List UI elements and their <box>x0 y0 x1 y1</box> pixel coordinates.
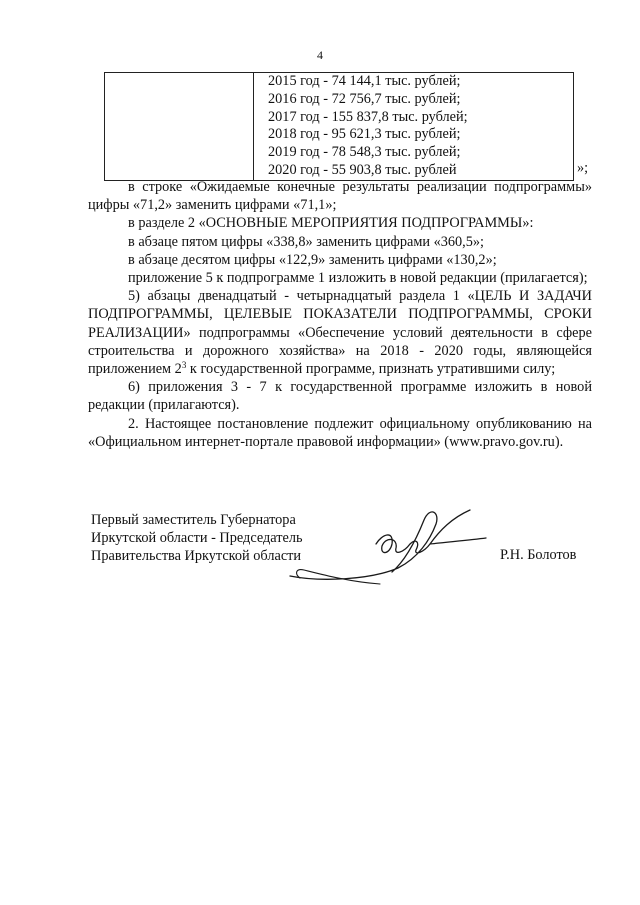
paragraph: в строке «Ожидаемые конечные результаты реализации подпрограммы» цифры «71,2» заменить цифрами «71,1»; <box>88 179 592 214</box>
signatory-name: Р.Н. Болотов <box>500 547 577 563</box>
paragraph-part: к государственной программе, признать утратившими силу; <box>186 361 556 378</box>
page-number: 4 <box>317 48 323 62</box>
signatory-title-line: Иркутской области - Председатель <box>91 530 303 547</box>
table-close-quote: »; <box>577 160 589 176</box>
paragraph: в абзаце десятом цифры «122,9» заменить цифрами «130,2»; <box>128 251 497 268</box>
budget-year-line: 2016 год - 72 756,7 тыс. рублей; <box>268 90 461 107</box>
budget-year-line: 2020 год - 55 903,8 тыс. рублей <box>268 161 457 178</box>
budget-year-line: 2019 год - 78 548,3 тыс. рублей; <box>268 144 461 161</box>
budget-table-label-cell <box>105 73 254 181</box>
body-text <box>88 178 592 451</box>
budget-table <box>104 72 574 181</box>
signatory-title-line: Первый заместитель Губернатора <box>91 512 296 528</box>
paragraph: 6) приложения 3 - 7 к государственной программе изложить в новой редакции (прилагаются). <box>88 379 592 414</box>
budget-year-line: 2017 год - 155 837,8 тыс. рублей; <box>268 108 468 125</box>
superscript: 3 <box>181 360 187 371</box>
paragraph: в абзаце пятом цифры «338,8» заменить цифрами «360,5»; <box>128 233 485 250</box>
budget-table-values-cell <box>254 73 574 181</box>
signatory-title-line: Правительства Иркутской области <box>91 548 302 565</box>
budget-year-line: 2015 год - 74 144,1 тыс. рублей; <box>268 73 461 89</box>
paragraph <box>88 287 592 378</box>
paragraph: 2. Настоящее постановление подлежит официальному опубликованию на «Официальном интернет-портале правовой информации» (www.pravo.gov.ru). <box>88 415 592 450</box>
handwritten-signature <box>280 498 510 598</box>
paragraph-part: 5) абзацы двенадцатый - четырнадцатый раздела 1 «ЦЕЛЬ И ЗАДАЧИ ПОДПРОГРАММЫ, ЦЕЛЕВЫЕ ПОКАЗАТЕЛИ ПОДПРОГРАММЫ, СРОКИ РЕАЛИЗАЦИИ» подпрограммы «Обеспечение условий деятельности в сфере строительства и дорожного хозяйства» на 2018 - 2020 годы, являющейся приложением 2 <box>88 288 592 378</box>
paragraph: приложение 5 к подпрограмме 1 изложить в новой редакции (прилагается); <box>128 270 588 287</box>
paragraph: в разделе 2 «ОСНОВНЫЕ МЕРОПРИЯТИЯ ПОДПРОГРАММЫ»: <box>128 215 534 232</box>
signatory-title <box>91 511 303 566</box>
budget-year-line: 2018 год - 95 621,3 тыс. рублей; <box>268 126 461 143</box>
